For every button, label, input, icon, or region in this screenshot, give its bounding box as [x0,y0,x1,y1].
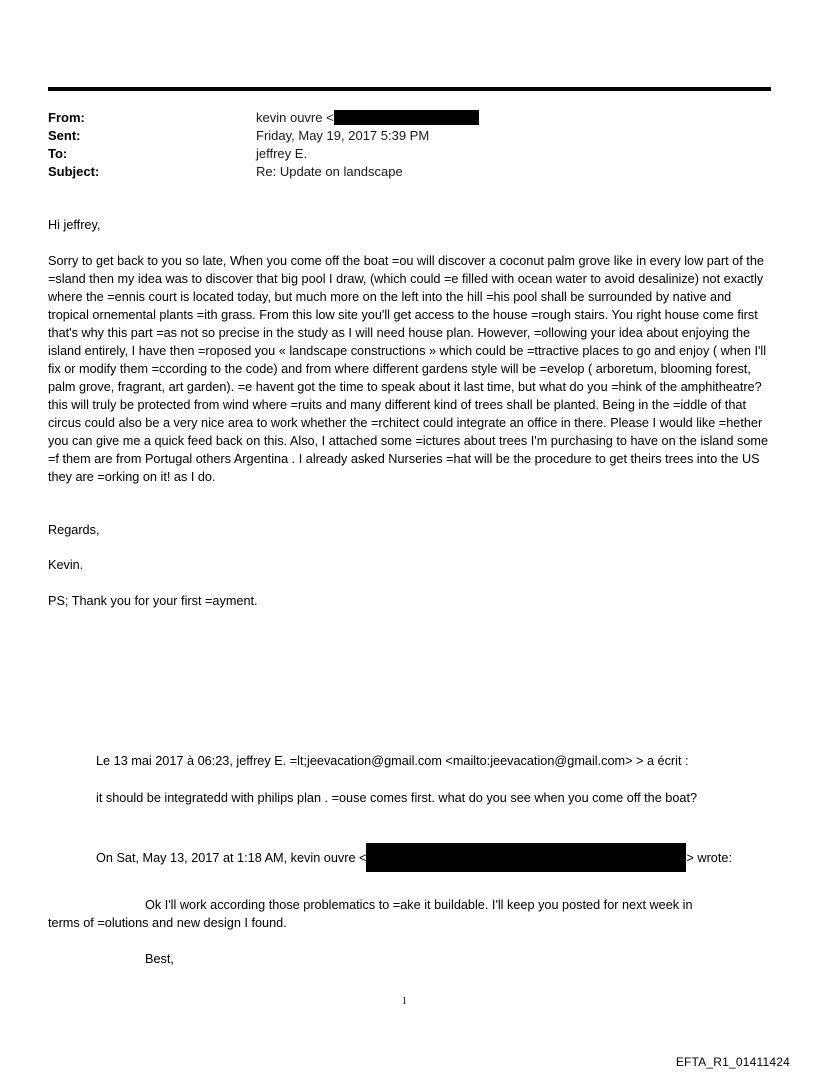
to-value: jeffrey E. [256,145,308,161]
subject-value: Re: Update on landscape [256,163,403,179]
quoted-original-line2: terms of =olutions and new design I found. [48,916,287,930]
sent-label: Sent: [48,127,81,143]
subject-label: Subject: [48,163,100,179]
redaction-box [334,110,479,125]
email-header [48,108,748,180]
from-row [48,108,748,126]
bates-number: EFTA_R1_01411424 [675,1055,790,1069]
quoted-reply-body: it should be integratedd with philips plan . =ouse comes first. what do you see when you come off the boat? [96,791,698,805]
from-label: From: [48,109,85,125]
message-body: Sorry to get back to you so late, When you come off the boat =ou will discover a coconut palm grove like in every low part of the =sland then my idea was to discover that big pool I draw, (which could =e filled with ocean water to avoid desalinize) not exactly where the =ennis court is located today, but much more on the left into the hill =his pool shall be surrounded by native and tropical ornemental plants =ith grass. From this low site you'll get access to the house =rough stairs. You right house come first that's why this part =as not so precise in the study as I will need house plan. However, =ollowing your idea about enjoying the island entirely, I have then =roposed you « landscape constructions » which could be =ttractive places to go and enjoy ( when I'll fix or modify them =ccording to the code) and from where different gardens style will be =evelop ( arboretum, blooming forest, palm grove, fragrant, art garden). =e havent got the time to speak about it last time, but what do you =hink of the amphitheatre? this will truly be protected from wind where =ruits and many different kind of trees shall be planted. Being in the =iddle of that circus could also be a very nice area to work whether the =rchitect could integrate an office in there. Please I would like =hether you can give me a quick feed back on this. Also, I attached some =ictures about trees I'm purchasing to have on the island some =f them are from Portugal others Argentina . I already asked Nurseries =hat will be the procedure to get theirs trees into the US they are =orking on it! as I do. [48,254,769,484]
to-row [48,144,748,162]
greeting: Hi jeffrey, [48,218,101,232]
quoted-original-header [96,843,776,872]
header-divider [48,87,771,91]
page-number: 1 [402,996,407,1007]
closing: Regards, [48,523,100,537]
sent-row [48,126,748,144]
sent-value: Friday, May 19, 2017 5:39 PM [256,127,430,143]
from-value [256,110,479,125]
redaction-box [366,843,686,872]
signature: Kevin. [48,558,84,572]
quoted-original-suffix: > wrote: [686,850,732,865]
quoted-original-line1: Ok I'll work according those problematics to =ake it buildable. I'll keep you posted for next week in [145,898,693,912]
postscript: PS; Thank you for your first =ayment. [48,594,258,608]
quoted-original-prefix: On Sat, May 13, 2017 at 1:18 AM, kevin ouvre < [96,850,367,865]
quoted-original-closing: Best, [145,952,174,966]
quoted-reply-header: Le 13 mai 2017 à 06:23, jeffrey E. =lt;jeevacation@gmail.com <mailto:jeevacation@gmail.com> > a écrit : [96,754,689,768]
to-label: To: [48,145,68,161]
subject-row [48,162,748,180]
from-name: kevin ouvre < [256,109,334,125]
